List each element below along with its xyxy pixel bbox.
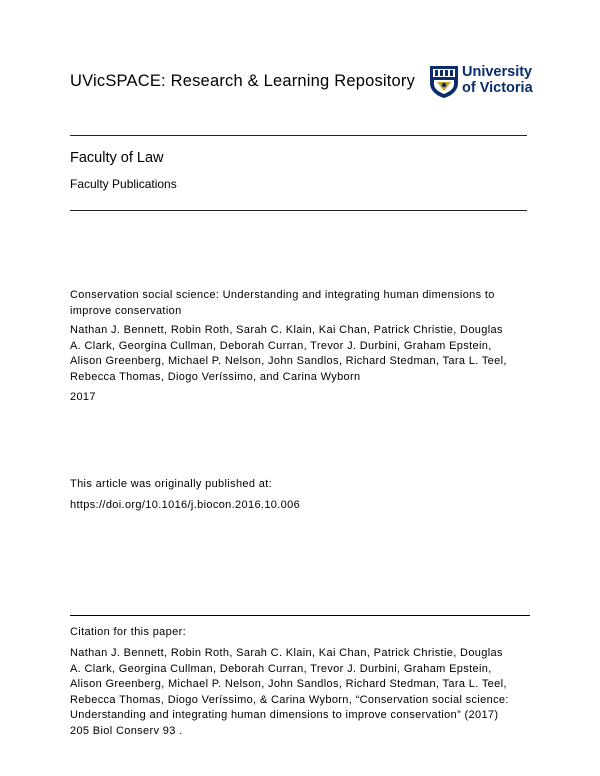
citation-line: Alison Greenberg, Michael P. Nelson, John Sandlos, Richard Stedman, Tara L. Teel,: [70, 678, 507, 690]
published-label: This article was originally published at:: [70, 478, 273, 490]
uvic-logo[interactable]: [429, 64, 533, 101]
article-title-line: Conservation social science: Understanding and integrating human dimensions to: [70, 289, 495, 301]
citation-text: [70, 646, 540, 739]
author-line: Alison Greenberg, Michael P. Nelson, John Sandlos, Richard Stedman, Tara L. Teel,: [70, 355, 507, 367]
author-line: A. Clark, Georgina Cullman, Deborah Curran, Trevor J. Durbini, Graham Epstein,: [70, 339, 492, 352]
author-line: Rebecca Thomas, Diogo Veríssimo, and Carina Wyborn: [70, 370, 361, 383]
logo-line-university: University: [462, 64, 533, 80]
doi-link[interactable]: https://doi.org/10.1016/j.biocon.2016.10.006: [70, 499, 301, 511]
author-line: Nathan J. Bennett, Robin Roth, Sarah C. Klain, Kai Chan, Patrick Christie, Douglas: [70, 324, 503, 336]
citation-label: Citation for this paper:: [70, 626, 187, 638]
collection-name: Faculty Publications: [70, 177, 177, 191]
faculty-name: Faculty of Law: [70, 150, 164, 166]
article-title: [70, 288, 540, 319]
citation-line: Understanding and integrating human dimensions to improve conservation” (2017): [70, 709, 499, 721]
citation-line: 205 Biol Conserv 93 .: [70, 724, 183, 737]
article-year: 2017: [70, 391, 96, 403]
logo-line-of-victoria: of Victoria: [462, 79, 533, 96]
uvic-crest-icon: [429, 65, 459, 99]
repository-title: UVicSPACE: Research & Learning Repository: [70, 72, 416, 90]
citation-line: A. Clark, Georgina Cullman, Deborah Curran, Trevor J. Durbini, Graham Epstein,: [70, 662, 492, 675]
article-authors: [70, 323, 540, 385]
citation-line: Nathan J. Bennett, Robin Roth, Sarah C. Klain, Kai Chan, Patrick Christie, Douglas: [70, 647, 503, 659]
article-title-line: improve conservation: [70, 304, 182, 317]
divider-citation: [70, 615, 530, 616]
citation-line: Rebecca Thomas, Diogo Veríssimo, & Carina Wyborn, “Conservation social science:: [70, 693, 509, 706]
divider-middle: [70, 210, 527, 211]
divider-top: [70, 135, 527, 136]
